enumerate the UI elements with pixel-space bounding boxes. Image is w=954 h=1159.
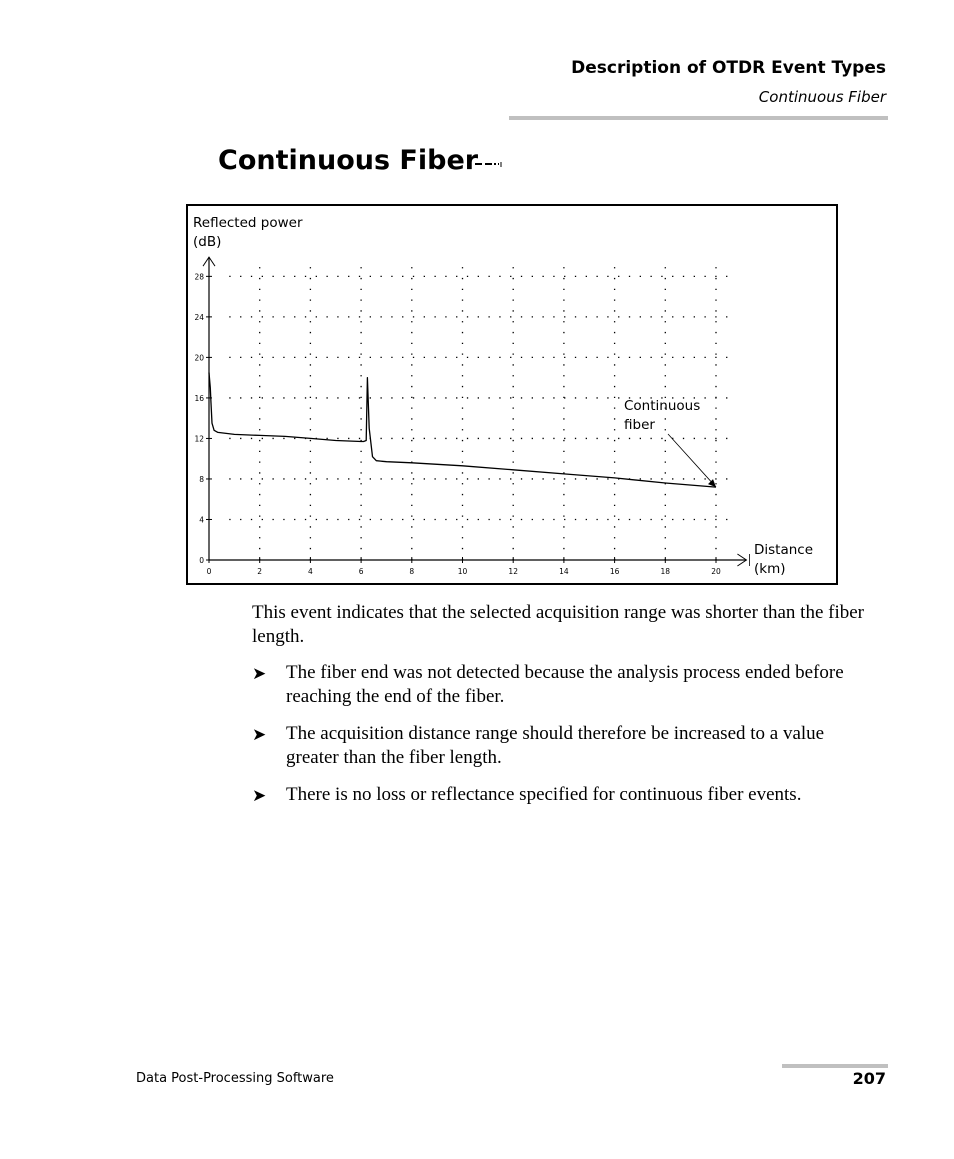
- continuous-fiber-annotation: [624, 397, 700, 435]
- y-tick-label: 16: [194, 393, 204, 403]
- page-number: 207: [852, 1069, 886, 1088]
- annotation-line-2: fiber: [624, 417, 655, 433]
- x-tick-label: 8: [409, 567, 415, 576]
- x-tick-label: 0: [206, 567, 212, 576]
- running-header-section: Description of OTDR Event Types: [571, 58, 886, 78]
- bullet-text: The fiber end was not detected because the analysis process ended before reaching the end of the fiber.: [286, 662, 844, 707]
- x-axis-label-line: Distance: [754, 542, 814, 558]
- annotation-line-1: Continuous: [624, 398, 701, 414]
- x-tick-label: 18: [660, 567, 671, 576]
- running-header-topic: Continuous Fiber: [758, 88, 886, 106]
- x-tick-label: 16: [609, 567, 620, 576]
- x-tick-label: 4: [308, 567, 313, 576]
- x-tick-label: 12: [508, 567, 518, 576]
- intro-paragraph: This event indicates that the selected acquisition range was shorter than the fiber length.: [252, 602, 865, 647]
- y-axis-label-unit: (dB): [193, 234, 222, 250]
- bullet-text: The acquisition distance range should therefore be increased to a value greater than the fiber length.: [286, 723, 825, 768]
- x-tick-label: 20: [711, 567, 721, 576]
- y-tick-label: 0: [199, 556, 204, 565]
- arrow-bullet-icon: ➤: [252, 725, 267, 744]
- y-tick-label: 4: [199, 515, 204, 525]
- y-tick-label: 12: [194, 434, 204, 444]
- footer-document-title: Data Post-Processing Software: [136, 1071, 334, 1086]
- header-rule: [509, 116, 888, 120]
- x-tick-label: 2: [257, 567, 263, 576]
- x-axis-label-unit: (km): [754, 561, 786, 577]
- y-tick-label: 28: [194, 272, 204, 282]
- y-tick-label: 8: [199, 474, 204, 484]
- otdr-trace-figure: [186, 204, 838, 585]
- y-tick-label: 24: [194, 312, 204, 322]
- annotation-leader-line: [668, 434, 716, 487]
- x-axis-label: [754, 541, 813, 579]
- x-tick-label: 6: [358, 567, 364, 576]
- arrow-bullet-icon: ➤: [252, 786, 267, 805]
- y-axis-label: [193, 214, 303, 252]
- continuous-fiber-symbol-icon: [474, 160, 504, 170]
- y-tick-label: 20: [194, 353, 204, 363]
- x-tick-label: 14: [559, 567, 569, 576]
- x-tick-label: 10: [457, 567, 468, 576]
- footer-rule: [782, 1064, 888, 1068]
- page-title: Continuous Fiber: [218, 145, 479, 176]
- bullet-text: There is no loss or reflectance specified for continuous fiber events.: [286, 784, 802, 805]
- y-axis-label-line: Reflected power: [193, 215, 303, 231]
- arrow-bullet-icon: ➤: [252, 664, 267, 683]
- annotation-arrowhead: [708, 479, 716, 487]
- otdr-trace-chart: [188, 206, 836, 583]
